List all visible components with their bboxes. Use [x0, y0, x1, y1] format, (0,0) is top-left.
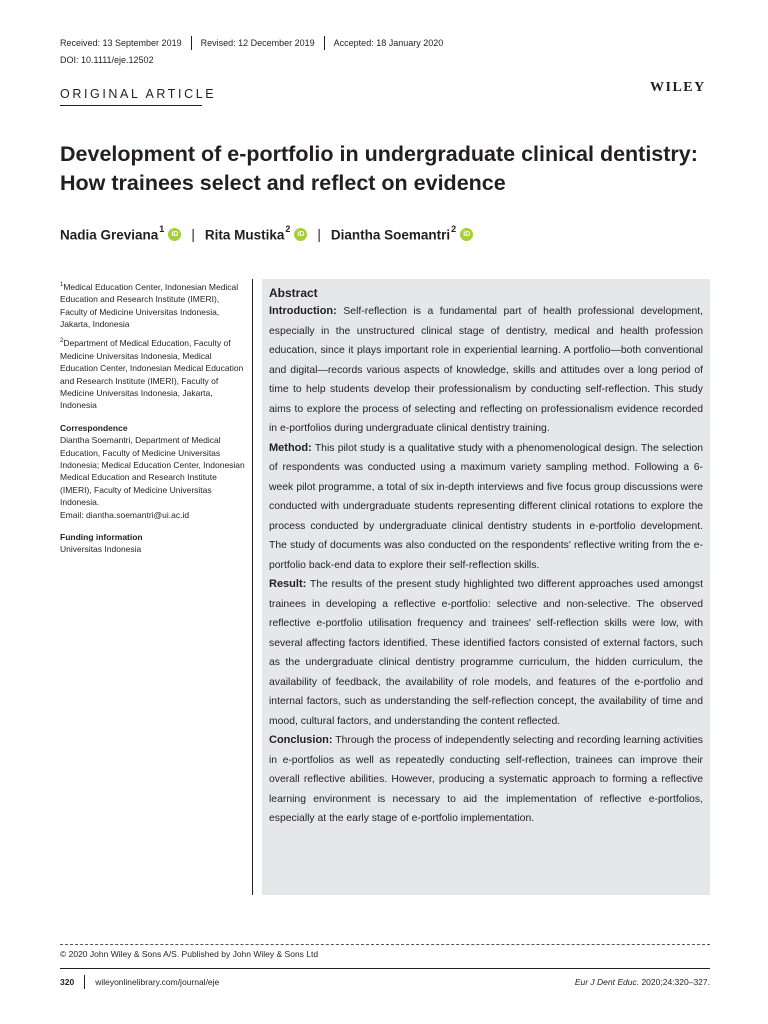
correspondence-label: Correspondence	[60, 422, 128, 433]
abstract-box	[262, 279, 710, 895]
author-separator: |	[191, 226, 195, 242]
funding-text: Universitas Indonesia	[60, 544, 142, 555]
correspondence-text: Diantha Soemantri, Department of Medical Education, Faculty of Medicine Universitas Indonesia; Medical Education Center, Indonesian Medical Education and Research Institute (IMERI), Faculty of Medicine Universitas Indonesia.	[60, 435, 245, 508]
orcid-icon[interactable]: iD	[460, 228, 473, 241]
publication-dates	[60, 36, 443, 50]
article-title: Development of e-portfolio in undergraduate clinical dentistry: How trainees select and reflect on evidence	[60, 142, 698, 195]
footer-dashed-rule	[60, 944, 710, 945]
orcid-icon[interactable]: iD	[168, 228, 181, 241]
article-type: ORIGINAL ARTICLE	[60, 87, 217, 101]
affiliation: $^1$Medical Education Center, Indonesian Medical Education and Research Institute (IMERI), Faculty of Medicine Universitas Indonesia, Jakarta, Indonesia	[60, 281, 239, 330]
funding	[60, 531, 245, 556]
correspondence-email[interactable]: Email: diantha.soemantri@ui.ac.id	[60, 509, 190, 520]
column-divider	[252, 279, 253, 895]
journal-citation: Eur J Dent Educ. 2020;24:320–327.	[574, 977, 710, 987]
author-list	[60, 226, 473, 243]
revised-date: Revised: 12 December 2019	[200, 38, 315, 48]
doi[interactable]: DOI: 10.1111/eje.12502	[60, 55, 154, 65]
article-sidebar	[60, 279, 245, 556]
abstract-heading: Abstract	[269, 286, 318, 300]
copyright: © 2020 John Wiley & Sons A/S. Published by John Wiley & Sons Ltd	[60, 949, 319, 959]
correspondence	[60, 422, 245, 521]
page-footer	[60, 975, 710, 989]
affiliation: $^2$Department of Medical Education, Faculty of Medicine Universitas Indonesia, Medical Education Center, Indonesian Medical Education and Research Institute (IMERI), Faculty of Medicine Universitas Indonesia, Jakarta, Indonesia	[60, 338, 244, 411]
divider	[191, 36, 192, 50]
footer-rule	[60, 968, 710, 969]
accepted-date: Accepted: 18 January 2020	[333, 38, 444, 48]
author-name[interactable]: Rita Mustika$^2$	[204, 224, 291, 243]
funding-label: Funding information	[60, 531, 143, 542]
article-type-underline	[60, 105, 202, 106]
received-date: Received: 13 September 2019	[60, 38, 182, 48]
author-name[interactable]: Nadia Greviana$^1$	[60, 224, 165, 243]
publisher-logo: WILEY	[650, 80, 706, 95]
author-separator: |	[317, 226, 321, 242]
journal-url[interactable]: wileyonlinelibrary.com/journal/eje	[95, 977, 220, 987]
abstract-section: Conclusion: Through the process of independently selecting and recording learning activities in e-portfolios as well as repeatedly conducting self-reflection, trainees can improve their overall reflective abilities. However, producing a systematic approach to forming a reflective learning environment is necessary to aid the implementation of reflective e-portfolios, especially at the early stage of e-portfolio implementation.	[269, 734, 703, 824]
divider	[84, 975, 85, 989]
divider	[324, 36, 325, 50]
page-number: 320	[60, 977, 75, 987]
abstract-section: Introduction: Self-reflection is a fundamental part of health professional development, especially in the unstructured clinical stage of dentistry, medical and health profession education, since it plays important role in experiential learning. A portfolio—both conventional and digital—records various aspects of knowledge, skills and attitudes over a long period of time to help students develop their professionalism by conducting self-reflection. This study aims to explore the process of selecting and reflecting on professionalism evidence recorded in e-portfolios during undergraduate clinical dentistry training.	[269, 305, 703, 434]
orcid-icon[interactable]: iD	[294, 228, 307, 241]
abstract-section: Result: The results of the present study highlighted two different approaches used amongst trainees in developing a reflective e-portfolio: selective and non-selective. The observed reflective e-portfolio utilisation frequency and trainees' self-reflection skills were low, with several affecting factors identified. These identified factors consisted of external factors, such as the undergraduate clinical dentistry programme curriculum, the hidden curriculum, the availability of feedback, the availability of role models, and features of the e-portfolio and internal factors, such as understanding the self-reflection concept, the availability of time and mood, cultural factors, and understanding the content reflected.	[269, 578, 703, 727]
author-name[interactable]: Diantha Soemantri$^2$	[330, 224, 457, 243]
abstract-section: Method: This pilot study is a qualitative study with a phenomenological design. The selection of respondents was conducted using a maximum variety sampling method. Following a 6-week pilot programme, a total of six in-depth interviews and five focus group discussions were conducted with undergraduate students representing different clinical rotations to explore the process conducted by undergraduate clinical dentistry students in e-portfolio development. The study of documents was also conducted on the respondents' reflective writing from the e-portfolio back-end data to explore their self-reflection skills.	[269, 441, 703, 571]
